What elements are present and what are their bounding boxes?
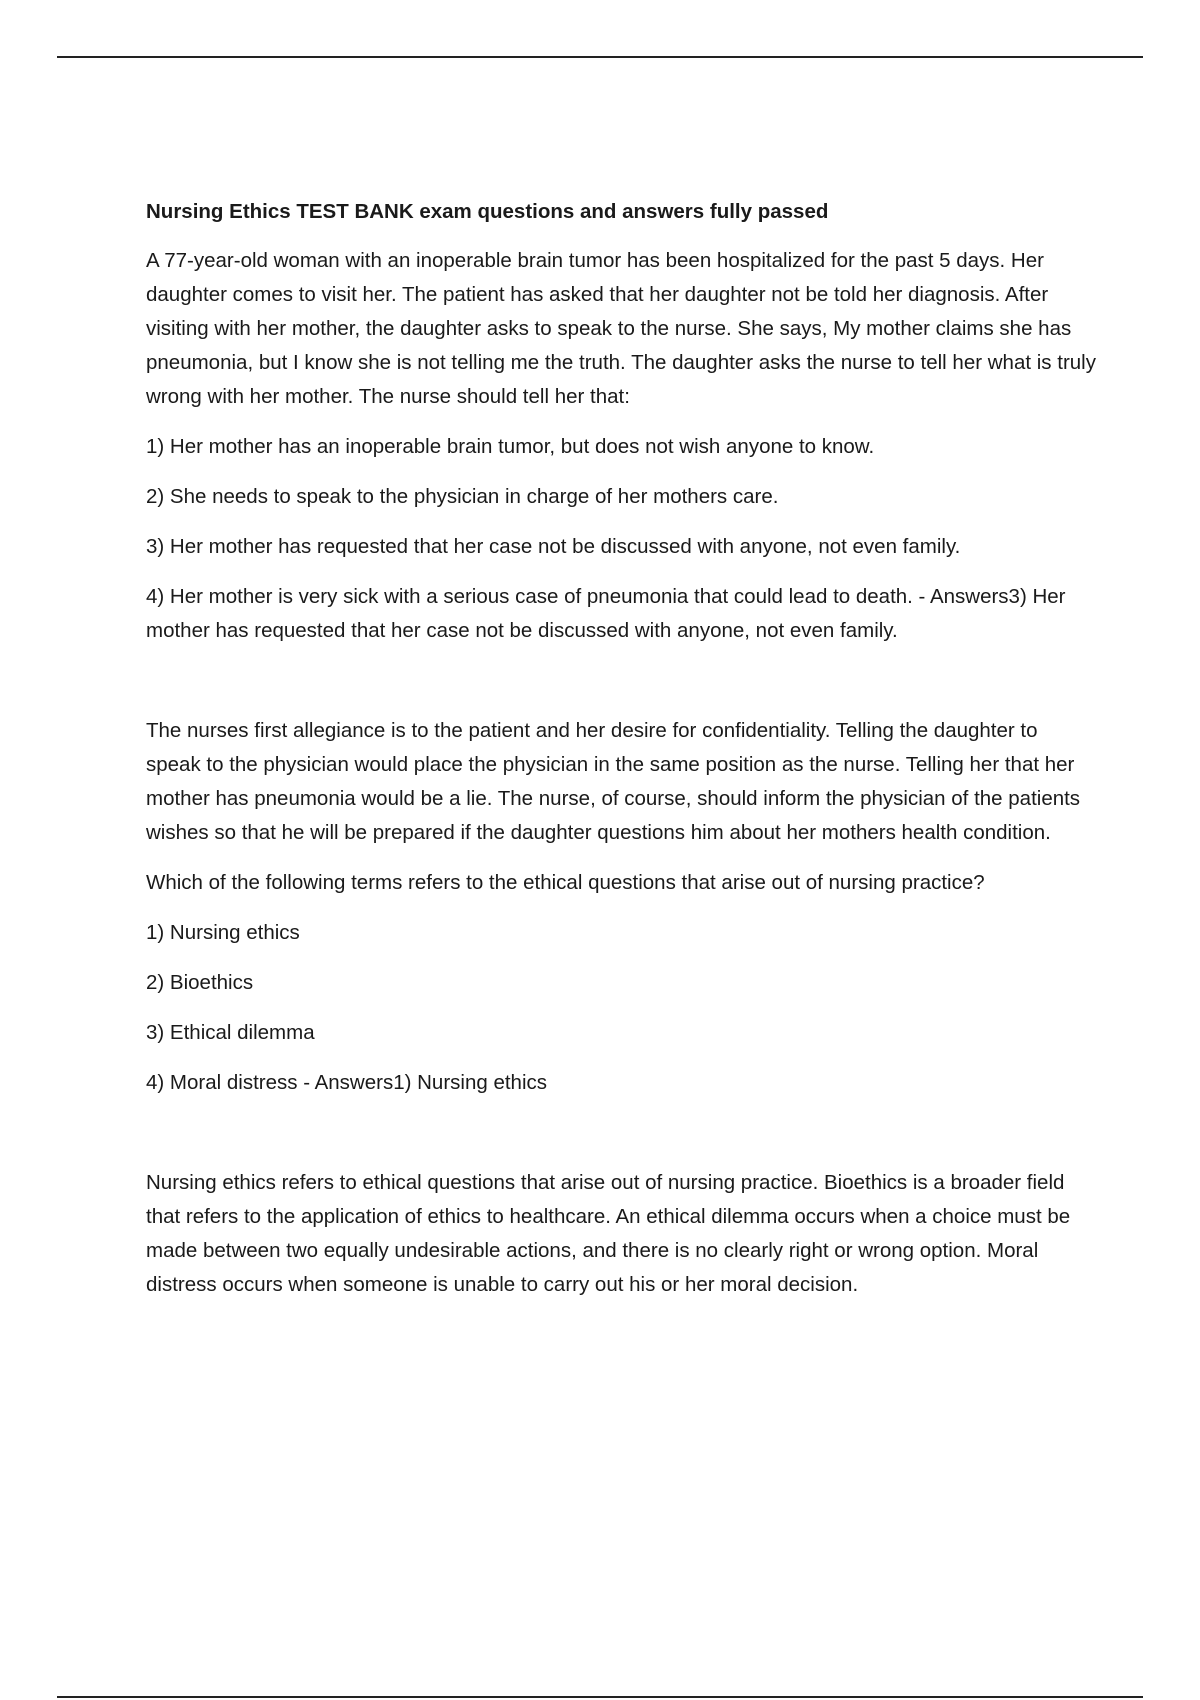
footer-rule — [57, 1696, 1143, 1698]
header-rule — [57, 56, 1143, 58]
question-1-stem: A 77-year-old woman with an inoperable brain tumor has been hospitalized for the past 5 days. Her daughter comes to visit her. The patient has asked that her daughter not be told her diagnosis. After visiting with her mother, the daughter asks to speak to the nurse. She says, My mother claims she has pneumonia, but I know she is not telling me the truth. The daughter asks the nurse to tell her what is truly wrong with her mother. The nurse should tell her that: — [146, 249, 1096, 408]
question-2-option-4-answer: 4) Moral distress - Answers1) Nursing ethics — [146, 1071, 548, 1094]
document-body — [146, 195, 1096, 1318]
question-1-option-1: 1) Her mother has an inoperable brain tumor, but does not wish anyone to know. — [146, 435, 875, 458]
question-1-rationale: The nurses first allegiance is to the patient and her desire for confidentiality. Telling the daughter to speak to the physician would place the physician in the same position as the nurse. Telling her that her mother has pneumonia would be a lie. The nurse, of course, should inform the physician of the patients wishes so that he will be prepared if the daughter questions him about her mothers health condition. — [146, 719, 1081, 844]
question-2-stem: Which of the following terms refers to the ethical questions that arise out of nursing practice? — [146, 871, 985, 894]
question-1-option-2: 2) She needs to speak to the physician in charge of her mothers care. — [146, 485, 779, 508]
question-1-option-3: 3) Her mother has requested that her case not be discussed with anyone, not even family. — [146, 535, 961, 558]
document-title: Nursing Ethics TEST BANK exam questions and answers fully passed — [146, 200, 829, 223]
question-1-option-4-answer: 4) Her mother is very sick with a serious case of pneumonia that could lead to death. - Answers3) Her mother has requested that her case not be discussed with anyone, not even family. — [146, 585, 1066, 642]
question-2-option-3: 3) Ethical dilemma — [146, 1021, 315, 1044]
spacer — [146, 664, 1096, 714]
spacer — [146, 1116, 1096, 1166]
question-2-rationale: Nursing ethics refers to ethical questions that arise out of nursing practice. Bioethics is a broader field that refers to the application of ethics to healthcare. An ethical dilemma occurs when a choice must be made between two equally undesirable actions, and there is no clearly right or wrong option. Moral distress occurs when someone is unable to carry out his or her moral decision. — [146, 1171, 1071, 1296]
question-2-option-2: 2) Bioethics — [146, 971, 254, 994]
question-2-option-1: 1) Nursing ethics — [146, 921, 300, 944]
